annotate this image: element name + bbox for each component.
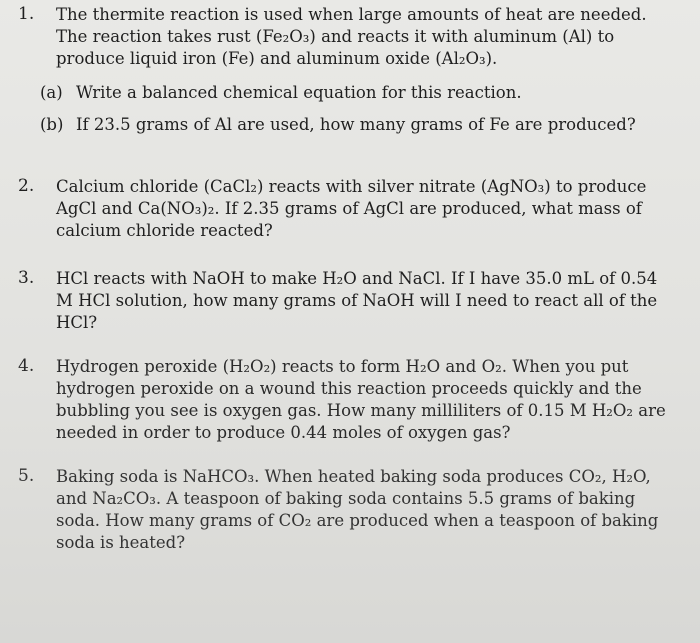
question-text: HCl reacts with NaOH to make H₂O and NaCl. If I have 35.0 mL of 0.54 M HCl solution, how many grams of NaOH will I need to react all of the HCl? xyxy=(56,269,658,332)
question-1 xyxy=(18,4,678,136)
question-1-part-a xyxy=(40,82,678,104)
question-4 xyxy=(18,356,678,444)
question-number: 4. xyxy=(18,356,35,376)
part-text: Write a balanced chemical equation for this reaction. xyxy=(76,83,522,102)
question-text: Baking soda is NaHCO₃. When heated baking soda produces CO₂, H₂O, and Na₂CO₃. A teaspoon of baking soda contains 5.5 grams of baking soda. How many grams of CO₂ are produced when a teaspoon of baking soda is heated? xyxy=(56,467,659,552)
question-number: 2. xyxy=(18,176,35,196)
question-text: The thermite reaction is used when large amounts of heat are needed. The reaction takes rust (Fe₂O₃) and reacts it with aluminum (Al) to produce liquid iron (Fe) and aluminum oxide (Al₂O₃). xyxy=(56,5,647,68)
question-number: 1. xyxy=(18,4,35,24)
question-number: 5. xyxy=(18,466,35,486)
question-number: 3. xyxy=(18,268,35,288)
question-1-part-b xyxy=(40,114,678,136)
question-5 xyxy=(18,466,678,554)
question-2 xyxy=(18,176,678,242)
question-text: Hydrogen peroxide (H₂O₂) reacts to form H₂O and O₂. When you put hydrogen peroxide on a wound this reaction proceeds quickly and the bubbling you see is oxygen gas. How many milliliters of 0.15 M H₂O₂ are needed in order to produce 0.44 moles of oxygen gas? xyxy=(56,357,666,442)
part-label: (b) xyxy=(40,115,64,134)
question-text: Calcium chloride (CaCl₂) reacts with silver nitrate (AgNO₃) to produce AgCl and Ca(NO₃)₂. If 2.35 grams of AgCl are produced, what mass of calcium chloride reacted? xyxy=(56,177,647,240)
part-text: If 23.5 grams of Al are used, how many grams of Fe are produced? xyxy=(76,115,636,134)
part-label: (a) xyxy=(40,83,63,102)
question-3 xyxy=(18,268,678,334)
